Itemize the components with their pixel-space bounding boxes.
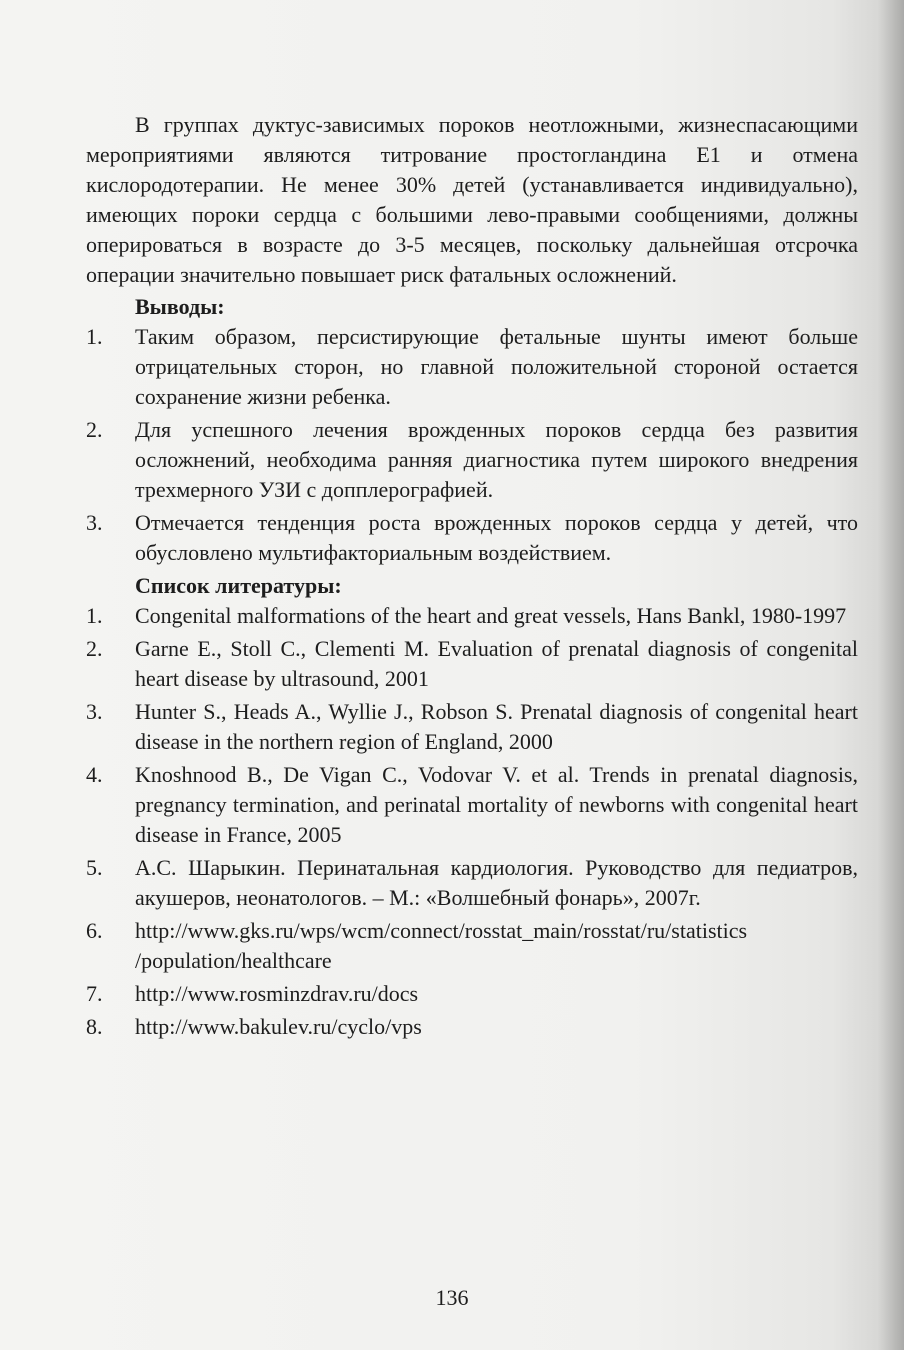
item-number: 2. <box>86 636 103 661</box>
item-number: 1. <box>86 603 103 628</box>
references-list <box>86 601 858 1042</box>
item-number: 7. <box>86 981 103 1006</box>
conclusions-list <box>86 322 858 568</box>
reference-item <box>86 916 858 976</box>
conclusion-item <box>86 322 858 412</box>
item-text: http://www.rosminzdrav.ru/docs <box>135 981 419 1006</box>
item-text: Knoshnood B., De Vigan C., Vodovar V. et al. Trends in prenatal diagnosis, pregnancy termination, and perinatal mortality of newborns with congenital heart disease in France, 2005 <box>135 762 858 847</box>
item-number: 8. <box>86 1014 103 1039</box>
item-text: Таким образом, персистирующие фетальные шунты имеют больше отрицательных сторон, но главной положительной стороной остается сохранение жизни ребенка. <box>135 324 858 409</box>
item-number: 3. <box>86 510 103 535</box>
reference-item <box>86 601 858 631</box>
conclusion-item <box>86 508 858 568</box>
reference-item <box>86 979 858 1009</box>
item-number: 3. <box>86 699 103 724</box>
item-text: Отмечается тенденция роста врожденных пороков сердца у детей, что обусловлено мультифакториальным воздействием. <box>135 510 858 565</box>
item-text: Congenital malformations of the heart and great vessels, Hans Bankl, 1980-1997 <box>135 603 847 628</box>
item-text: А.С. Шарыкин. Перинатальная кардиология. Руководство для педиатров, акушеров, неонатологов. – М.: «Волшебный фонарь», 2007г. <box>135 855 858 910</box>
item-number: 4. <box>86 762 103 787</box>
item-text: http://www.gks.ru/wps/wcm/connect/rosstat_main/rosstat/ru/statistics /population/healthcare <box>135 918 748 973</box>
item-text: http://www.bakulev.ru/cyclo/vps <box>135 1014 422 1039</box>
item-number: 2. <box>86 417 103 442</box>
conclusions-heading: Выводы: <box>135 294 225 319</box>
item-text: Garne E., Stoll C., Clementi M. Evaluation of prenatal diagnosis of congenital heart disease by ultrasound, 2001 <box>135 636 858 691</box>
reference-item <box>86 760 858 850</box>
reference-item <box>86 853 858 913</box>
intro-paragraph: В группах дуктус-зависимых пороков неотложными, жизнеспасающими мероприятиями являются титрование простогландина Е1 и отмена кислородотерапии. Не менее 30% детей (устанавливается индивидуально), имеющих пороки сердца с большими лево-правыми сообщениями, должны оперироваться в возрасте до 3-5 месяцев, поскольку дальнейшая отсрочка операции значительно повышает риск фатальных осложнений. <box>86 112 858 287</box>
page-number: 136 <box>435 1285 469 1310</box>
item-number: 6. <box>86 918 103 943</box>
conclusion-item <box>86 415 858 505</box>
page-content <box>86 110 858 1045</box>
references-heading: Список литературы: <box>135 573 342 598</box>
reference-item <box>86 634 858 694</box>
item-number: 1. <box>86 324 103 349</box>
item-text: Для успешного лечения врожденных пороков сердца без развития осложнений, необходима ранняя диагностика путем широкого внедрения трехмерного УЗИ с допплерографией. <box>135 417 858 502</box>
reference-item <box>86 697 858 757</box>
item-text: Hunter S., Heads A., Wyllie J., Robson S. Prenatal diagnosis of congenital heart disease in the northern region of England, 2000 <box>135 699 858 754</box>
item-number: 5. <box>86 855 103 880</box>
reference-item <box>86 1012 858 1042</box>
